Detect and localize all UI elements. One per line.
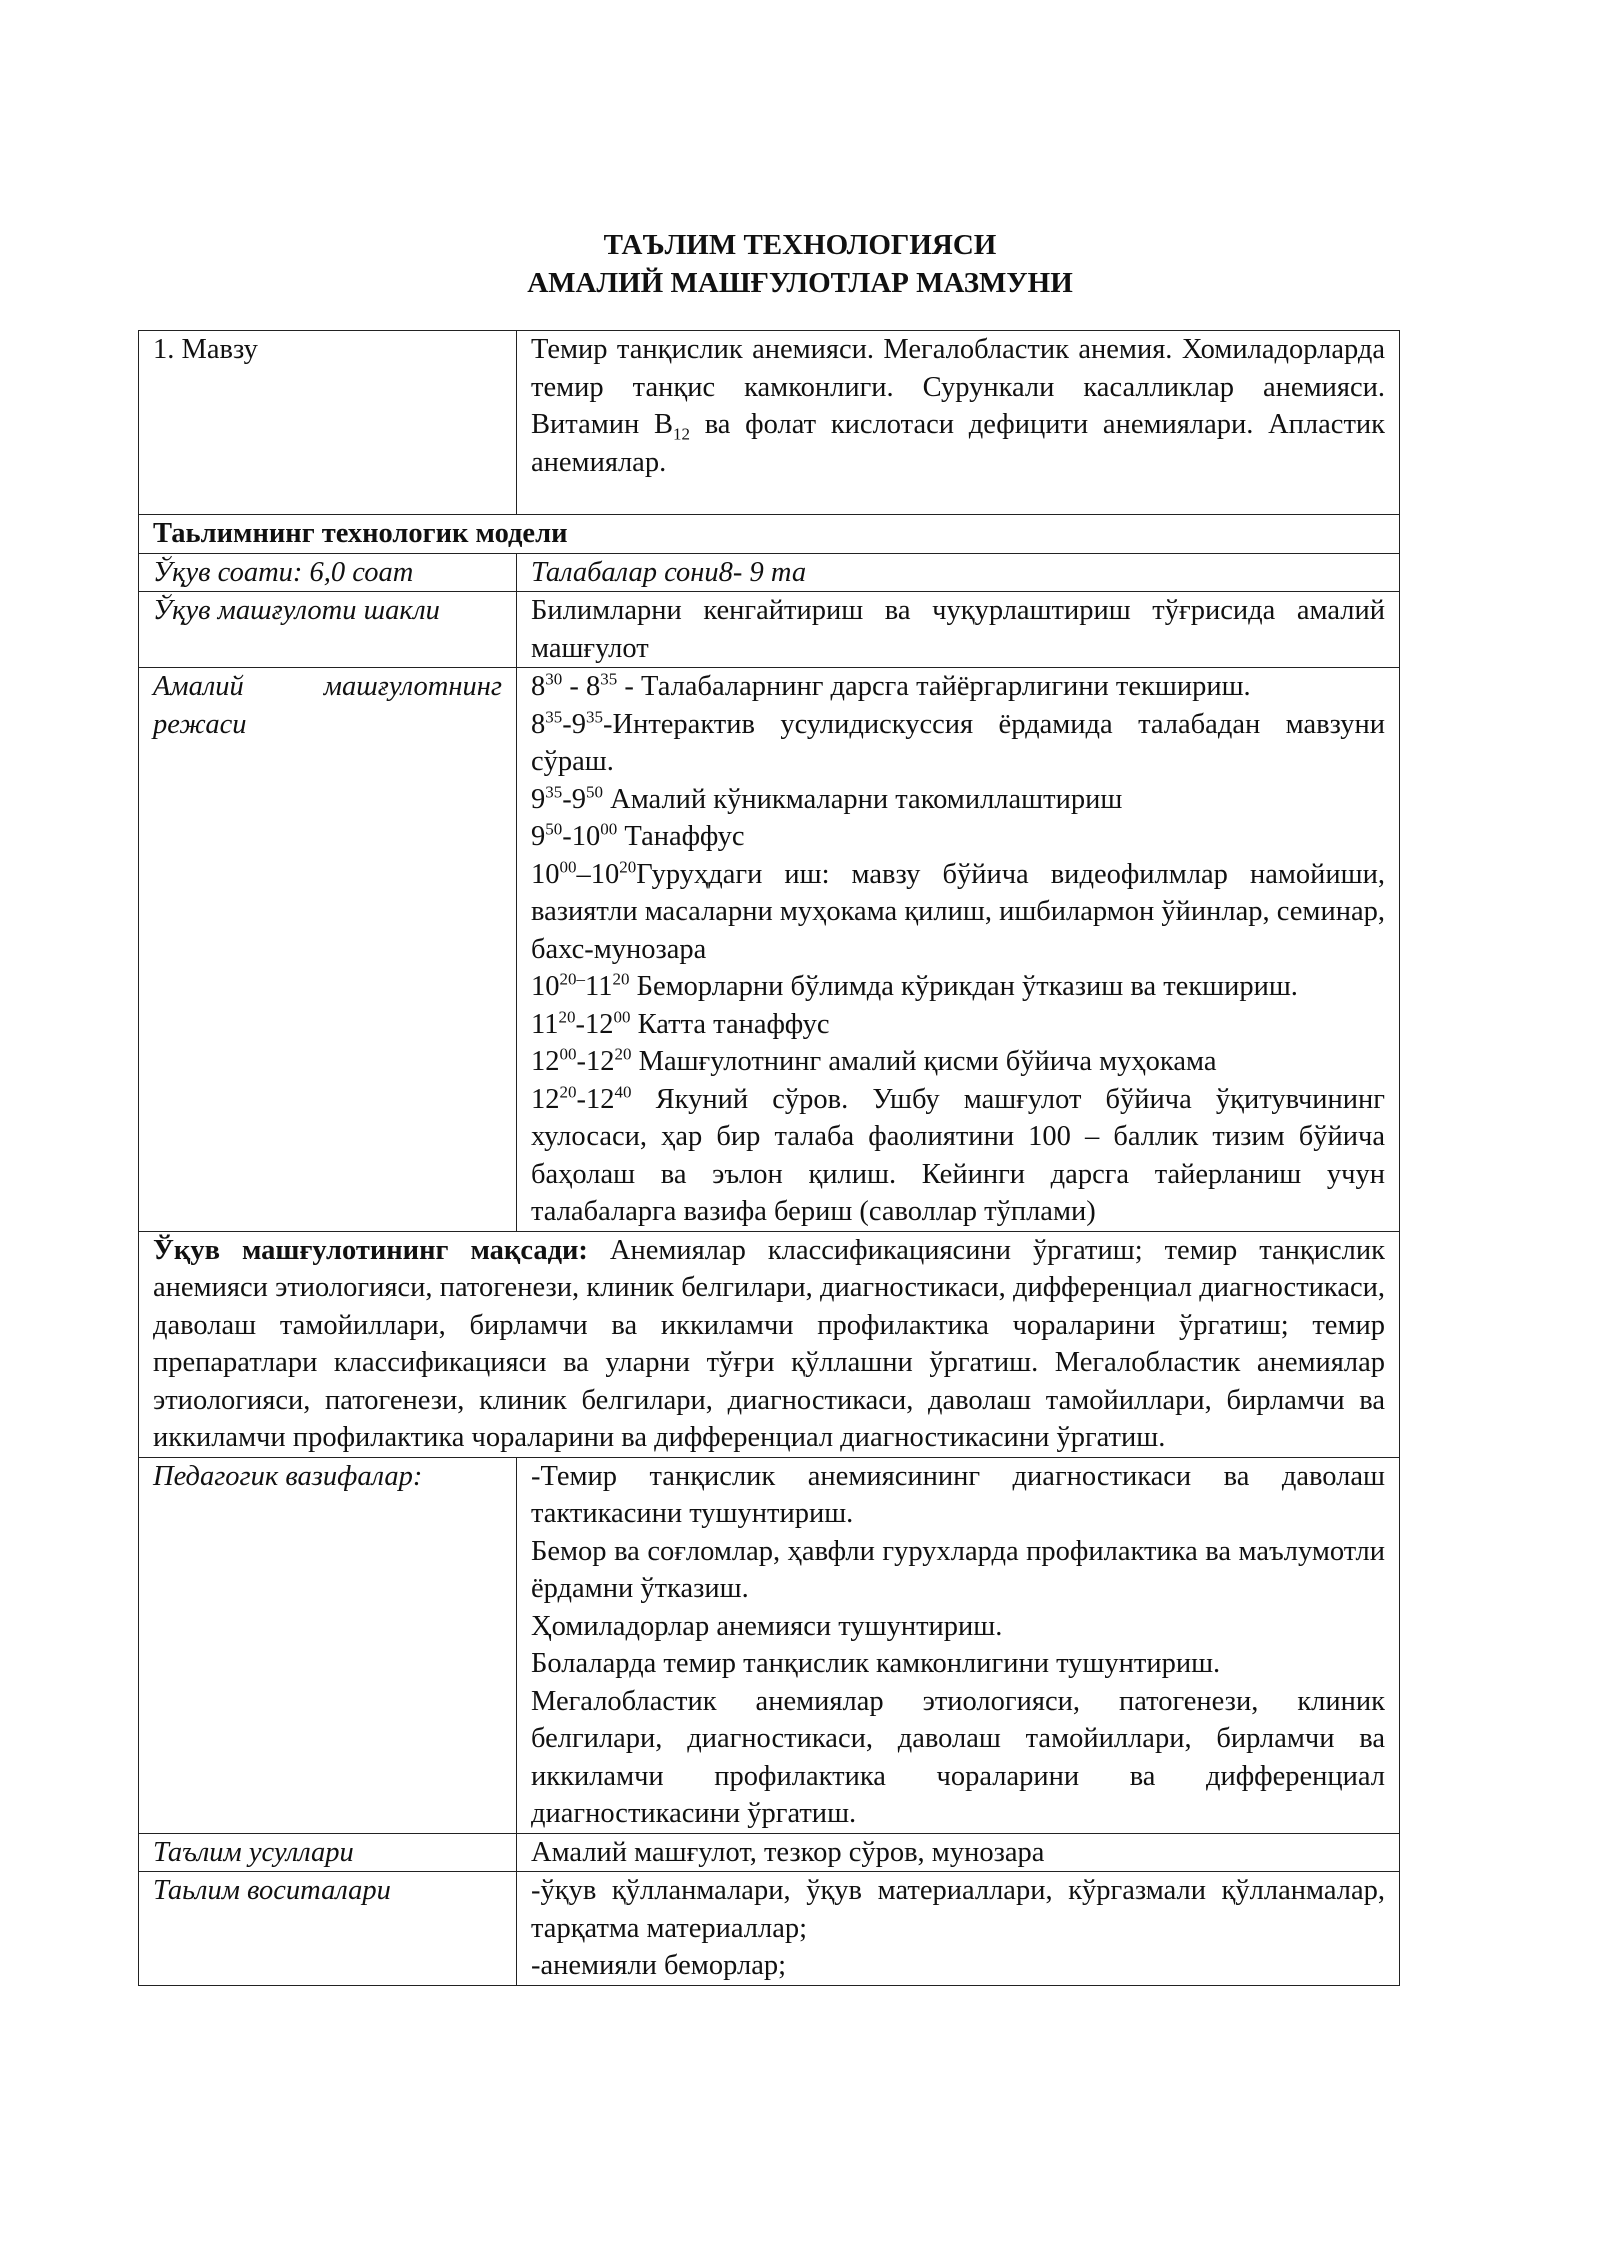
lesson-table xyxy=(138,330,1400,1986)
task-item: Ҳомиладорлар анемияси тушунтириш. xyxy=(531,1610,1003,1642)
topic-text-part-1: Темир танқислик анемияси. Мегалобластик анемия. Хомиладорларда темир танқис камконлиги. Сурункали касалликлар анемияси. Витамин В xyxy=(531,334,1385,440)
plan-item: $9^{50}-10^{00}$ Танаффус xyxy=(531,819,745,852)
plan-item: $11^{20}-12^{00}$ Катта танаффус xyxy=(531,1007,830,1040)
task-item: -Темир танқислик анемиясининг диагностикаси ва даволаш тактикасини тушунтириш. xyxy=(531,1460,1385,1529)
tools-item: -ўқув қўлланмалари, ўқув материаллари, кўргазмали қўлланмалар, тарқатма материаллар; xyxy=(531,1875,1385,1944)
form-label: Ўқув машғулоти шакли xyxy=(139,592,517,668)
plan-item: $12^{20}-12^{40}$ Якуний сўров. Ушбу машғулот бўйича ўқитувчининг хулосаси, ҳар бир талаба фаолиятини 100 – баллик тизим бўйича баҳолаш ва эълон қилиш. Кейинги дарсга тайерланиш учун талабаларга вазифа бериш (саволлар тўплами) xyxy=(531,1082,1385,1227)
hours-row xyxy=(139,553,1400,592)
plan-item: $9^{35}-9^{50}$ Амалий кўникмаларни такомиллаштириш xyxy=(531,782,1123,815)
students-count: Талабалар сони8- 9 та xyxy=(517,553,1400,592)
topic-text xyxy=(517,331,1400,515)
topic-text-part-2: ва фолат кислотаси дефицити анемиялари. Апластик анемиялар. xyxy=(531,409,1385,478)
task-item: Болаларда темир танқислик камконлигини тушунтириш. xyxy=(531,1648,1221,1679)
model-heading: Таьлимнинг технологик модели xyxy=(139,515,1400,554)
hours-label: Ўқув соати: 6,0 соат xyxy=(139,553,517,592)
methods-row xyxy=(139,1833,1400,1872)
topic-row xyxy=(139,331,1400,515)
plan-row xyxy=(139,668,1400,1232)
methods-label: Таълим усуллари xyxy=(139,1833,517,1872)
task-item: Мегалобластик анемиялар этиологияси, патогенези, клиник белгилари, диагностикаси, даволаш тамойиллари, бирламчи ва иккиламчи профилактика чораларини ва дифференциал диагностикасини ўргатиш. xyxy=(531,1685,1385,1829)
topic-subscript: 12 xyxy=(673,424,690,444)
tools-list xyxy=(517,1872,1400,1986)
tasks-row xyxy=(139,1457,1400,1833)
document-header xyxy=(0,226,1600,302)
form-row xyxy=(139,592,1400,668)
goal-label: Ўқув машғулотининг мақсади: xyxy=(153,1234,588,1266)
plan-item: $10^{00}-10^{20}Гуруҳдаги$ иш: мавзу бўйича видеофилмлар намойиши, вазиятли масаларни муҳокама қилиш, ишбилармон ўйинлар, семинар, бахс-мунозара xyxy=(531,857,1385,965)
tasks-list xyxy=(517,1457,1400,1833)
model-heading-row xyxy=(139,515,1400,554)
plan-item: $8^{30} - 8^{35}$ - Талабаларнинг дарсга тайёргарлигини текшириш. xyxy=(531,669,1251,702)
title-line-1: ТАЪЛИМ ТЕХНОЛОГИЯСИ xyxy=(603,229,997,261)
methods-value: Амалий машғулот, тезкор сўров, мунозара xyxy=(517,1833,1400,1872)
tools-row xyxy=(139,1872,1400,1986)
tools-item: -анемияли беморлар; xyxy=(531,1950,787,1981)
plan-list xyxy=(517,668,1400,1232)
form-value: Билимларни кенгайтириш ва чуқурлаштириш тўғрисида амалий машғулот xyxy=(517,592,1400,668)
goal-text xyxy=(139,1231,1400,1457)
plan-item: $12^{00}-12^{20}$ Машғулотнинг амалий қисми бўйича муҳокама xyxy=(531,1044,1217,1077)
plan-item: $8^{35}-9^{35}$-Интерактив усулидискуссия ёрдамида талабадан мавзуни сўраш. xyxy=(531,707,1385,777)
tools-label: Таьлим воситалари xyxy=(139,1872,517,1986)
topic-label: 1. Мавзу xyxy=(139,331,517,515)
plan-item: $10^{20-}11^{20}$ Беморларни бўлимда кўрикдан ўтказиш ва текшириш. xyxy=(531,969,1298,1002)
goal-row xyxy=(139,1231,1400,1457)
task-item: Бемор ва соғломлар, ҳавфли гурухларда профилактика ва маълумотли ёрдамни ўтказиш. xyxy=(531,1535,1385,1604)
plan-label: Амалий машғулотнинг режаси xyxy=(139,668,517,1232)
title-line-2: АМАЛИЙ МАШҒУЛОТЛАР МАЗМУНИ xyxy=(527,267,1073,299)
tasks-label: Педагогик вазифалар: xyxy=(139,1457,517,1833)
goal-body: Анемиялар классификациясини ўргатиш; темир танқислик анемияси этиологияси, патогенези, клиник белгилари, диагностикаси, дифференциал диагностикаси, даволаш тамойиллари, бирламчи ва иккиламчи профилактика чораларини ўргатиш; темир препаратлари классификацияси ва уларни тўғри қўллашни ўргатиш. Мегалобластик анемиялар этиологияси, патогенези, клиник белгилари, диагностикаси, даволаш тамойиллари, бирламчи ва иккиламчи профилактика чораларини ва дифференциал диагностикасини ўргатиш. xyxy=(153,1234,1385,1453)
